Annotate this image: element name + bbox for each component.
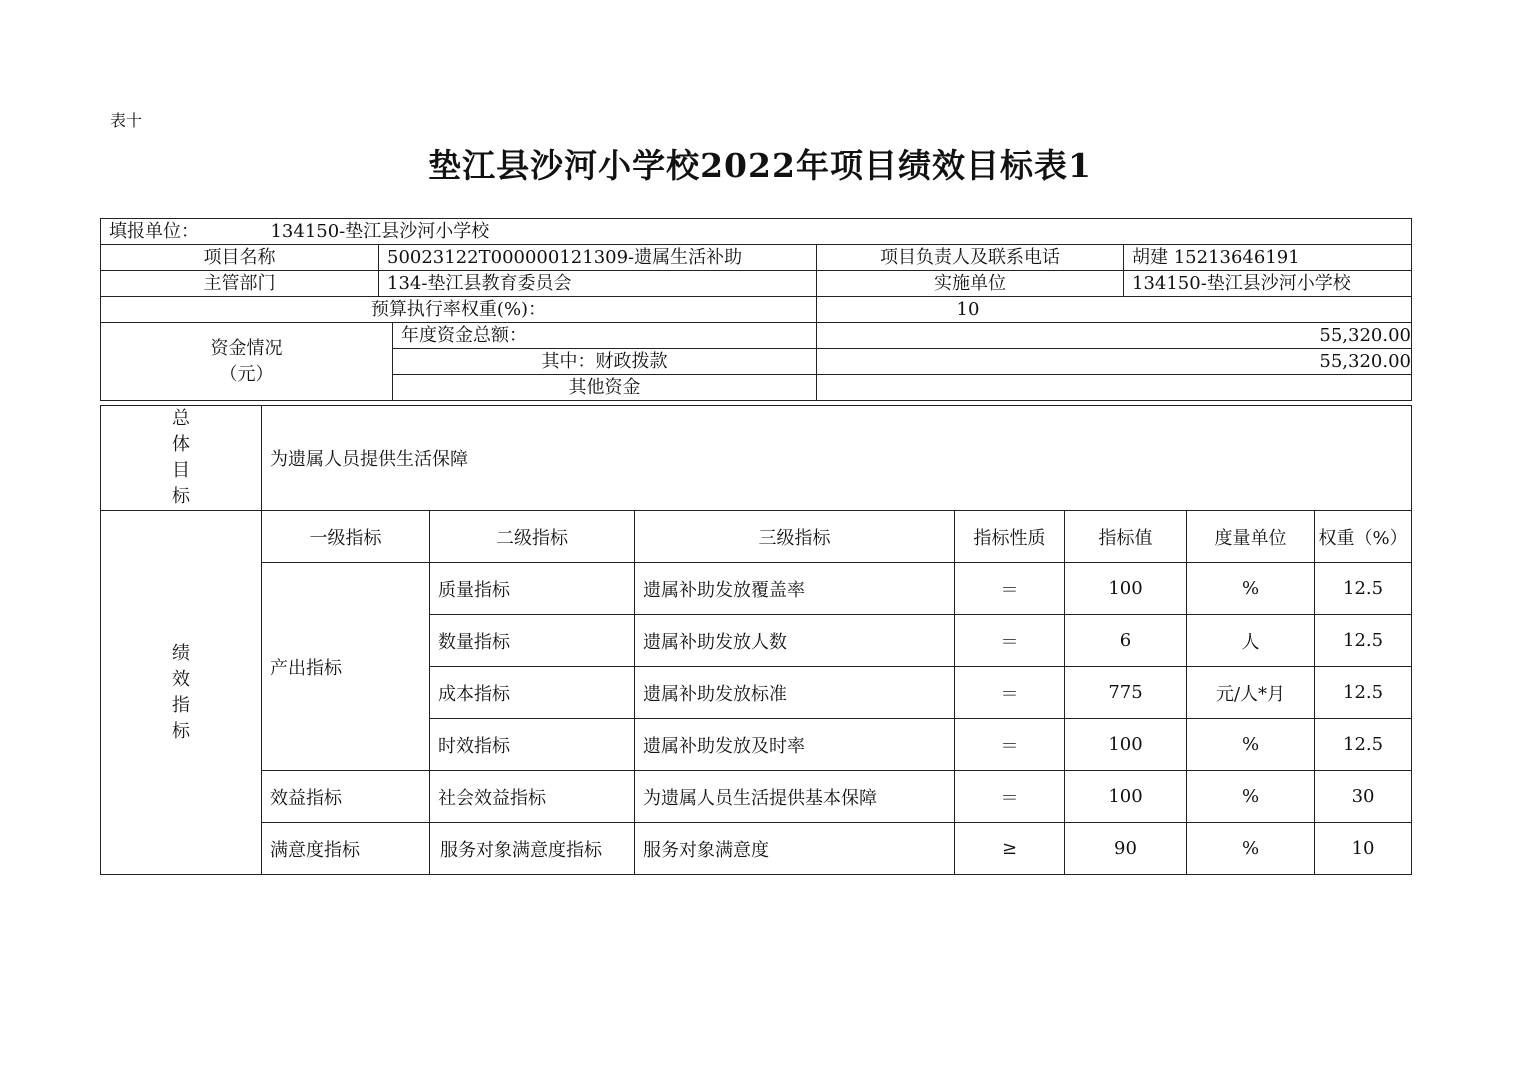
impl-unit-label: 实施单位 [817,271,1124,297]
fiscal-funds-label: 其中：财政拨款 [393,349,817,375]
unit-cell: 元/人*月 [1187,667,1315,719]
fill-unit-value: 134150-垫江县沙河小学校 [270,221,490,242]
level2-cell: 服务对象满意度指标 [430,823,635,875]
value-cell: 100 [1065,771,1187,823]
fill-unit-label: 填报单位： [109,221,199,242]
header-unit: 度量单位 [1187,511,1315,563]
value-cell: 100 [1065,563,1187,615]
level2-cell: 数量指标 [430,615,635,667]
weight-cell: 12.5 [1315,615,1412,667]
level1-cell: 效益指标 [262,771,430,823]
dept-label: 主管部门 [101,271,379,297]
indicator-char: 指 [172,694,190,716]
nature-cell: ＝ [955,719,1065,771]
table-number-label: 表十 [110,111,143,130]
level1-cell: 满意度指标 [262,823,430,875]
weight-cell: 30 [1315,771,1412,823]
unit-cell: % [1187,563,1315,615]
header-weight: 权重（%） [1315,511,1412,563]
funds-label-line2: （元） [219,363,274,385]
indicators-label [101,511,262,875]
goal-char: 标 [172,486,190,507]
fill-unit-row [101,219,1412,245]
level3-cell: 服务对象满意度 [635,823,955,875]
overall-goal-label [101,406,262,511]
nature-cell: ＝ [955,667,1065,719]
weight-cell: 12.5 [1315,667,1412,719]
level2-cell: 质量指标 [430,563,635,615]
annual-total-value: 55,320.00 [817,323,1412,349]
unit-cell: % [1187,771,1315,823]
value-cell: 775 [1065,667,1187,719]
level2-cell: 时效指标 [430,719,635,771]
unit-cell: % [1187,719,1315,771]
indicator-char: 绩 [172,642,190,664]
nature-cell: ＝ [955,563,1065,615]
fiscal-funds-value: 55,320.00 [817,349,1412,375]
level2-cell: 社会效益指标 [430,771,635,823]
unit-cell: 人 [1187,615,1315,667]
value-cell: 100 [1065,719,1187,771]
other-funds-value [817,375,1412,401]
contact-value: 胡建 15213646191 [1124,245,1412,271]
output-indicator-group: 产出指标 [262,563,430,771]
contact-label: 项目负责人及联系电话 [817,245,1124,271]
dept-value: 134-垫江县教育委员会 [379,271,817,297]
goal-char: 总 [172,408,190,429]
table-row [101,771,1412,823]
header-level1: 一级指标 [262,511,430,563]
impl-unit-value: 134150-垫江县沙河小学校 [1124,271,1412,297]
indicator-char: 效 [172,668,190,690]
header-level3: 三级指标 [635,511,955,563]
table-row [101,823,1412,875]
overall-goal-text: 为遗属人员提供生活保障 [262,406,1412,511]
level3-cell: 遗属补助发放人数 [635,615,955,667]
weight-cell: 12.5 [1315,563,1412,615]
level3-cell: 遗属补助发放覆盖率 [635,563,955,615]
table-row [101,563,1412,615]
weight-cell: 10 [1315,823,1412,875]
value-cell: 6 [1065,615,1187,667]
nature-cell: ＝ [955,771,1065,823]
project-name-label: 项目名称 [101,245,379,271]
value-cell: 90 [1065,823,1187,875]
funds-label [101,323,393,401]
indicator-char: 标 [172,720,190,742]
annual-total-label: 年度资金总额： [393,323,817,349]
header-value: 指标值 [1065,511,1187,563]
project-name-value: 50023122T000000121309-遗属生活补助 [379,245,817,271]
project-info-table [100,218,1412,401]
level2-cell: 成本指标 [430,667,635,719]
nature-cell: ＝ [955,615,1065,667]
level3-cell: 遗属补助发放及时率 [635,719,955,771]
goal-char: 目 [172,460,190,481]
budget-rate-label: 预算执行率权重(%)： [101,297,817,323]
page-title: 垫江县沙河小学校2022年项目绩效目标表1 [428,146,1092,185]
level3-cell: 为遗属人员生活提供基本保障 [635,771,955,823]
nature-cell: ≥ [955,823,1065,875]
level3-cell: 遗属补助发放标准 [635,667,955,719]
header-nature: 指标性质 [955,511,1065,563]
weight-cell: 12.5 [1315,719,1412,771]
goal-char: 体 [172,434,190,455]
unit-cell: % [1187,823,1315,875]
budget-rate-value: 10 [817,297,1412,323]
funds-label-line1: 资金情况 [210,337,283,359]
other-funds-label: 其他资金 [393,375,817,401]
header-level2: 二级指标 [430,511,635,563]
performance-table [100,405,1412,875]
